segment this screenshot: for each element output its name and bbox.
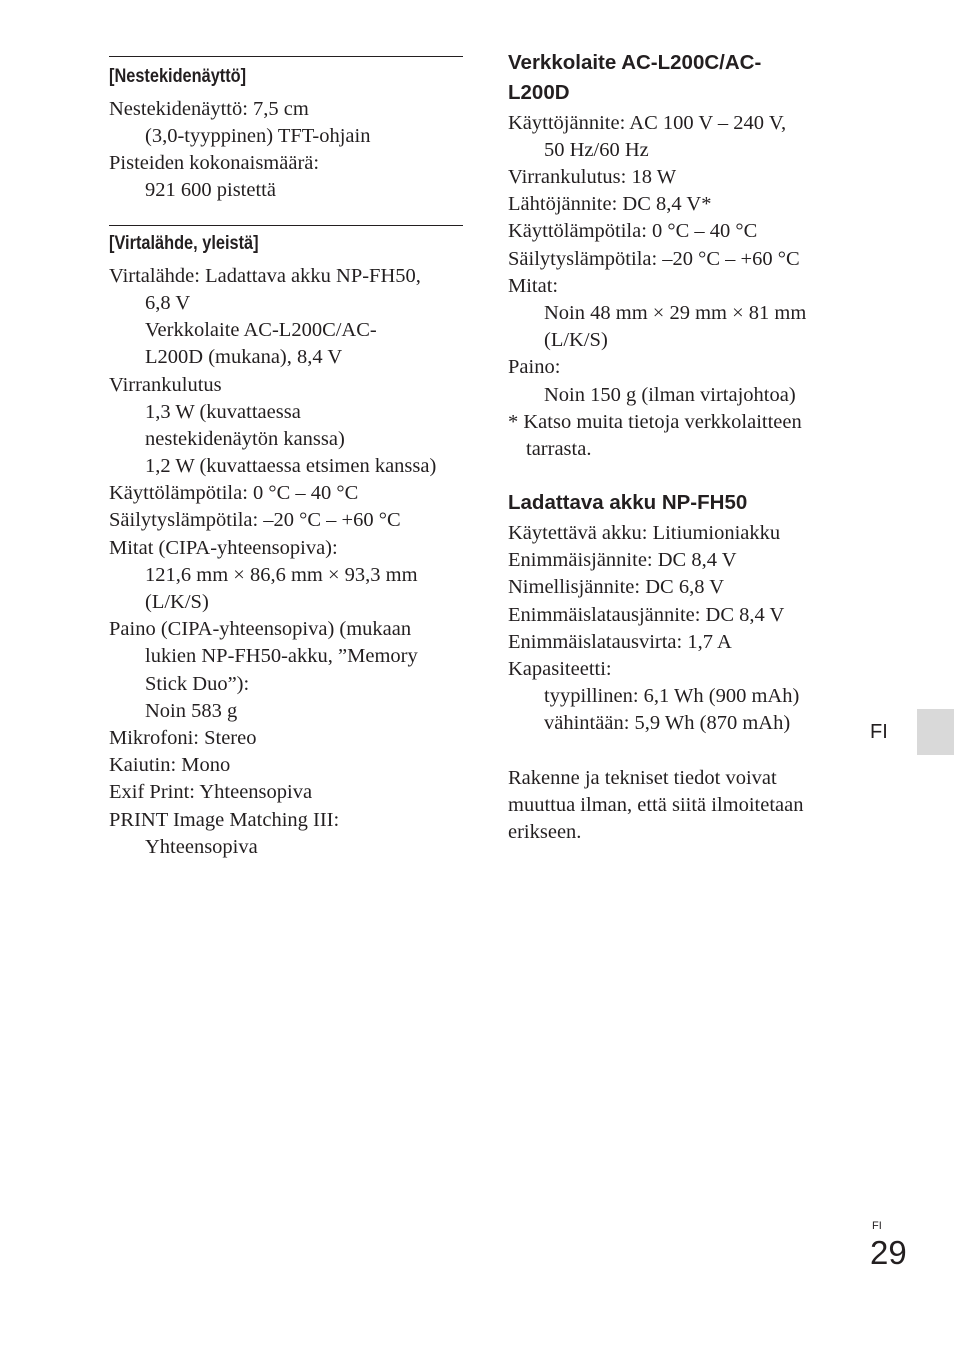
spec-line: 6,8 V bbox=[145, 292, 191, 314]
section-heading-adapter-cont: L200D bbox=[508, 81, 570, 104]
footnote-line: * Katso muita tietoja verkkolaitteen bbox=[508, 411, 802, 433]
spec-line: Paino (CIPA-yhteensopiva) (mukaan bbox=[109, 618, 412, 640]
spec-line: Pisteiden kokonaismäärä: bbox=[109, 152, 320, 174]
spec-line: Virtalähde: Ladattava akku NP-FH50, bbox=[109, 265, 421, 287]
spec-line: Verkkolaite AC-L200C/AC- bbox=[145, 319, 377, 341]
language-tab-marker bbox=[917, 709, 954, 755]
spec-line: Noin 150 g (ilman virtajohtoa) bbox=[544, 384, 796, 406]
spec-line: Säilytyslämpötila: –20 °C – +60 °C bbox=[508, 248, 800, 270]
spec-line: 1,2 W (kuvattaessa etsimen kanssa) bbox=[145, 455, 437, 477]
disclaimer-line: muuttua ilman, että siitä ilmoitetaan bbox=[508, 794, 804, 816]
spec-line: Virrankulutus: 18 W bbox=[508, 166, 677, 188]
spec-line: Virrankulutus bbox=[109, 374, 222, 396]
spec-line: Mitat: bbox=[508, 275, 559, 297]
spec-line: Käytettävä akku: Litiumioniakku bbox=[508, 522, 781, 544]
spec-line: 921 600 pistettä bbox=[145, 179, 276, 201]
spec-line: Käyttölämpötila: 0 °C – 40 °C bbox=[508, 220, 758, 242]
footnote-line: tarrasta. bbox=[526, 438, 592, 460]
spec-line: Enimmäislatausjännite: DC 8,4 V bbox=[508, 604, 785, 626]
spec-line: nestekidenäytön kanssa) bbox=[145, 428, 345, 450]
spec-line: Exif Print: Yhteensopiva bbox=[109, 781, 313, 803]
spec-line: tyypillinen: 6,1 Wh (900 mAh) bbox=[544, 685, 800, 707]
spec-line: L200D (mukana), 8,4 V bbox=[145, 346, 343, 368]
section-heading-display: [Nestekidenäyttö] bbox=[109, 66, 247, 87]
section-divider bbox=[109, 56, 463, 57]
spec-line: Mitat (CIPA-yhteensopiva): bbox=[109, 537, 338, 559]
spec-line: vähintään: 5,9 Wh (870 mAh) bbox=[544, 712, 791, 734]
spec-line: Käyttölämpötila: 0 °C – 40 °C bbox=[109, 482, 359, 504]
spec-line: Noin 48 mm × 29 mm × 81 mm bbox=[544, 302, 807, 324]
spec-line: Yhteensopiva bbox=[145, 836, 258, 858]
spec-line: Käyttöjännite: AC 100 V – 240 V, bbox=[508, 112, 787, 134]
section-heading-battery: Ladattava akku NP-FH50 bbox=[508, 491, 748, 514]
spec-line: (L/K/S) bbox=[544, 329, 608, 351]
spec-line: Mikrofoni: Stereo bbox=[109, 727, 257, 749]
disclaimer-line: Rakenne ja tekniset tiedot voivat bbox=[508, 767, 777, 789]
spec-line: Kapasiteetti: bbox=[508, 658, 612, 680]
language-tab-label: FI bbox=[870, 721, 888, 743]
spec-line: Nestekidenäyttö: 7,5 cm bbox=[109, 98, 309, 120]
spec-line: lukien NP-FH50-akku, ”Memory bbox=[145, 645, 418, 667]
section-heading-adapter: Verkkolaite AC-L200C/AC- bbox=[508, 51, 762, 74]
spec-line: 121,6 mm × 86,6 mm × 93,3 mm bbox=[145, 564, 418, 586]
spec-line: Noin 583 g bbox=[145, 700, 238, 722]
page-number: 29 bbox=[870, 1234, 907, 1271]
spec-line: Enimmäisjännite: DC 8,4 V bbox=[508, 549, 737, 571]
spec-line: Säilytyslämpötila: –20 °C – +60 °C bbox=[109, 509, 401, 531]
spec-line: (3,0-tyyppinen) TFT-ohjain bbox=[145, 125, 371, 147]
spec-line: Stick Duo”): bbox=[145, 673, 250, 695]
section-heading-power: [Virtalähde, yleistä] bbox=[109, 233, 259, 254]
spec-line: Enimmäislatausvirta: 1,7 A bbox=[508, 631, 732, 653]
footer-language: FI bbox=[872, 1220, 882, 1232]
disclaimer-line: erikseen. bbox=[508, 821, 582, 843]
spec-line: Nimellisjännite: DC 6,8 V bbox=[508, 576, 725, 598]
spec-line: 1,3 W (kuvattaessa bbox=[145, 401, 301, 423]
spec-line: (L/K/S) bbox=[145, 591, 209, 613]
section-divider bbox=[109, 225, 463, 226]
spec-line: 50 Hz/60 Hz bbox=[544, 139, 649, 161]
spec-line: PRINT Image Matching III: bbox=[109, 809, 340, 831]
spec-line: Paino: bbox=[508, 356, 561, 378]
spec-line: Kaiutin: Mono bbox=[109, 754, 231, 776]
spec-line: Lähtöjännite: DC 8,4 V* bbox=[508, 193, 712, 215]
